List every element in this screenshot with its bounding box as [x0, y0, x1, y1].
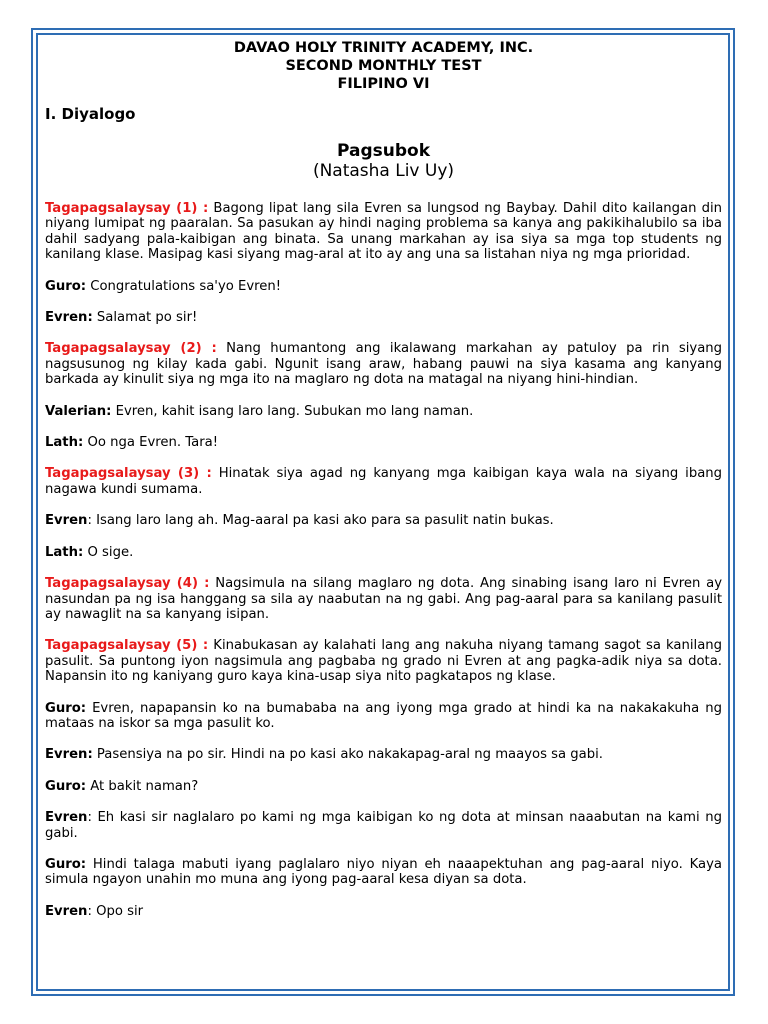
speaker-label: Guro: [45, 700, 87, 716]
story-author: (Natasha Liv Uy) [312, 161, 455, 181]
speaker-label: Evren [45, 513, 88, 529]
speaker-label: Tagapagsalaysay (3) : [45, 466, 212, 482]
dialogue-line [45, 279, 722, 294]
dialogue-line [45, 810, 722, 841]
dialogue-line [45, 513, 722, 528]
speaker-label: Evren [45, 810, 88, 826]
speaker-label: Evren: [45, 747, 93, 763]
speaker-label: Lath: [45, 435, 84, 451]
speaker-label: Lath: [45, 544, 84, 560]
speaker-label: Guro: [45, 278, 87, 294]
dialogue-line [45, 638, 722, 684]
dialogue-line [45, 310, 722, 325]
line-text: Nang humantong ang ikalawang markahan ay patuloy pa rin siyang nagsusunog ng kilay kada gabi. Ngunit isang araw, habang pauwi na siya kasama ang kanyang barkada ay kinulit siya ng mga ito na maglaro ng dota na matagal na niyang hini-hindian. [45, 341, 723, 388]
dialogue-line [45, 779, 722, 794]
line-text: Hindi talaga mabuti iyang paglalaro niyo niyan eh naaapektuhan ang pag-aaral niyo. Kaya simula ngayon unahin mo muna ang iyong pag-aaral kesa diyan sa dota. [45, 856, 722, 888]
test-name: SECOND MONTHLY TEST [285, 58, 482, 74]
speaker-label: Evren [45, 903, 88, 919]
speaker-label: Tagapagsalaysay (4) : [45, 576, 210, 592]
line-text: Hinatak siya agad ng kanyang mga kaibigan kaya wala na siyang ibang nagawa kundi sumama. [45, 466, 722, 497]
subject-name: FILIPINO VI [337, 76, 430, 92]
dialogue-line [45, 435, 722, 450]
dialogue-line [45, 747, 722, 762]
line-text: Kinabukasan ay kalahati lang ang nakuha niyang tamang sagot sa kanilang pasulit. Sa puntong iyon nagsimula ang pagbaba ng grado ni Evren at ang pagka-adik niya sa dota. Napansin ito ng kaniyang guro kaya kina-usap siya nito pagkatapos ng klase. [45, 638, 723, 685]
line-text: Oo nga Evren. Tara! [83, 435, 218, 451]
dialogue-line [45, 341, 722, 387]
line-text: : Isang laro lang ah. Mag-aaral pa kasi ako para sa pasulit natin bukas. [87, 513, 554, 529]
line-text: Evren, kahit isang laro lang. Subukan mo lang naman. [111, 403, 474, 419]
dialogue-line [45, 701, 722, 732]
speaker-label: Guro: [45, 856, 87, 872]
line-text: Congratulations sa'yo Evren! [86, 278, 282, 294]
speaker-label: Valerian: [45, 403, 112, 419]
dialogue-line [45, 857, 722, 888]
dialogue-list [45, 201, 722, 919]
speaker-label: Evren: [45, 310, 93, 326]
line-text: : Eh kasi sir naglalaro po kami ng mga kaibigan ko ng dota at minsan naaabutan na kami ng gabi. [45, 810, 722, 841]
document-body [45, 39, 722, 935]
school-name: DAVAO HOLY TRINITY ACADEMY, INC. [233, 40, 534, 56]
line-text: O sige. [83, 544, 134, 560]
dialogue-line [45, 904, 722, 919]
dialogue-line [45, 576, 722, 622]
line-text: Nagsimula na silang maglaro ng dota. Ang sinabing isang laro ni Evren ay nasundan pa ng isa hanggang sa sila ay naabutan na ng gabi. Ang pag-aaral para sa kanilang pasulit ay nawaglit na sa kanyang isipan. [45, 576, 722, 622]
speaker-label: Tagapagsalaysay (2) : [45, 341, 217, 357]
line-text: : Opo sir [87, 903, 144, 919]
line-text: At bakit naman? [86, 778, 199, 794]
line-text: Bagong lipat lang sila Evren sa lungsod ng Baybay. Dahil dito kailangan din niyang lumipat ng paaralan. Sa pasukan ay hindi naging problema sa kanya ang pakikihalubilo sa iba dahil sadyang pala-kaibigan ang binata. Sa unang markahan ay isa siya sa mga top students ng kanilang klase. Masipag kasi siyang mag-aral at ito ay ang una sa listahan niya ng mga prioridad. [45, 201, 722, 263]
dialogue-line [45, 201, 722, 263]
speaker-label: Tagapagsalaysay (5) : [45, 638, 209, 654]
section-heading: I. Diyalogo [45, 105, 136, 123]
dialogue-line [45, 404, 722, 419]
speaker-label: Tagapagsalaysay (1) : [45, 201, 209, 216]
dialogue-line [45, 545, 722, 560]
line-text: Pasensiya na po sir. Hindi na po kasi ako nakakapag-aral ng maayos sa gabi. [92, 747, 603, 763]
document-header [45, 39, 722, 93]
story-title: Pagsubok [336, 141, 431, 161]
dialogue-line [45, 466, 722, 497]
line-text: Evren, napapansin ko na bumababa na ang iyong mga grado at hindi ka na nakakakuha ng mataas na iskor sa mga pasulit ko. [45, 700, 722, 731]
line-text: Salamat po sir! [92, 310, 198, 326]
speaker-label: Guro: [45, 778, 87, 794]
